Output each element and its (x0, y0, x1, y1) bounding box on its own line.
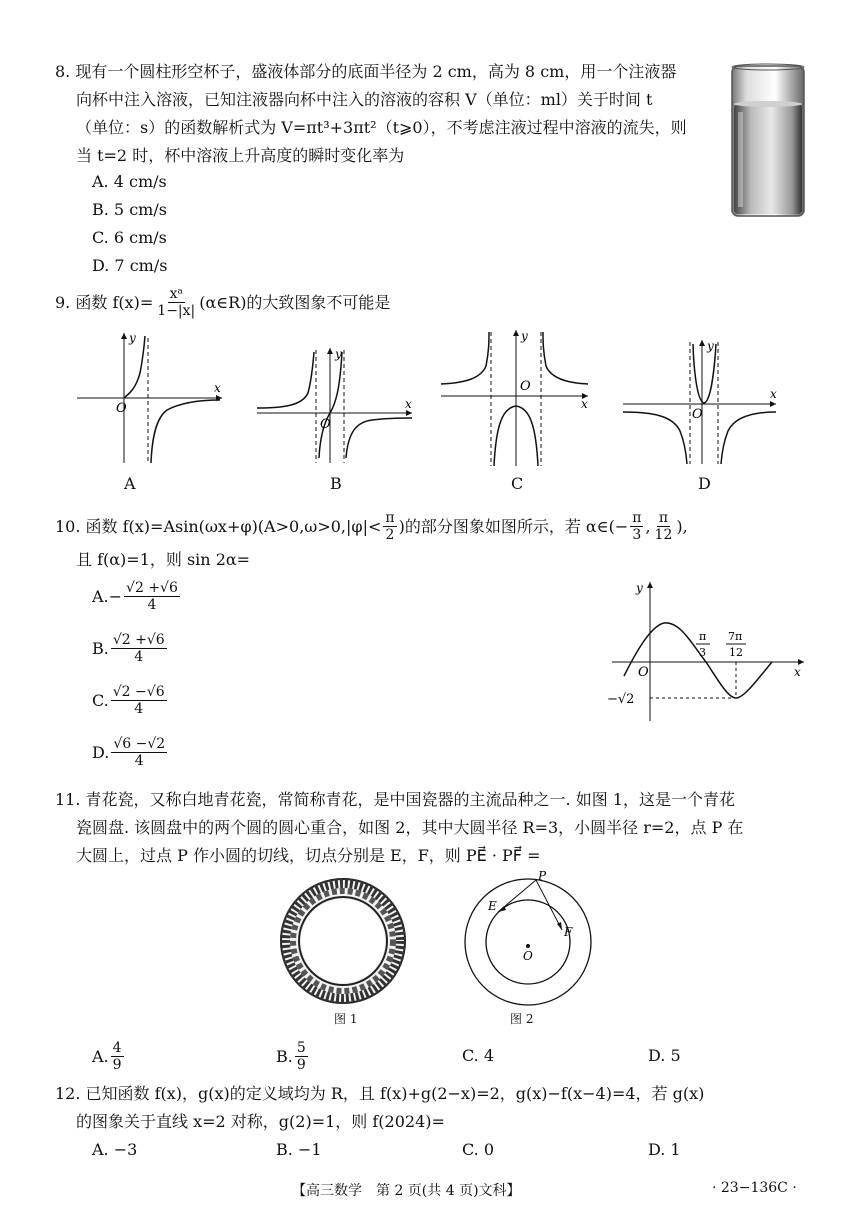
q10-option-b[interactable] (92, 632, 169, 665)
q10-c-opt-num: √2 −√6 (112, 684, 165, 700)
q10-line-2: 且 f(α)=1，则 sin 2α= (76, 550, 251, 569)
q9-label-a: A (124, 474, 136, 493)
page-code: · 23−136C · (712, 1180, 797, 1196)
q9-frac-den: 1−|x| (157, 303, 196, 319)
q10-line1-prefix: 10. 函数 f(x)=Asin(ωx+φ)(A>0,ω>0,|φ|< (55, 516, 382, 536)
q11-a-letter: A. (92, 1047, 109, 1066)
q11-d-letter: D. (648, 1046, 666, 1065)
q11-c-letter: C. (462, 1046, 479, 1065)
q11-option-c[interactable] (462, 1046, 494, 1065)
q9-a-origin: O (116, 401, 127, 416)
q10-a-opt-den: 4 (147, 597, 157, 613)
q12-line-2: 的图象关于直线 x=2 对称，g(2)=1，则 f(2024)= (76, 1112, 445, 1131)
q10-d-opt-num: √6 −√2 (113, 736, 166, 752)
q9-c-y: y (521, 329, 528, 343)
q11-line-3: 大圆上，过点 P 作小圆的切线，切点分别是 E，F，则 PE⃗ · PF⃗ = (76, 846, 541, 865)
fig2-caption: 图 2 (510, 1012, 534, 1026)
q10-tick1-num: π (699, 630, 707, 643)
q8-option-d[interactable]: D. 7 cm/s (92, 256, 168, 275)
q10-b-den: 12 (654, 527, 673, 543)
q9-prefix: 9. 函数 f(x)= (55, 292, 154, 312)
q9-label-b: B (330, 474, 342, 493)
q10-option-d[interactable] (92, 736, 169, 769)
q10-option-c[interactable] (92, 684, 169, 717)
q9-b-x: x (405, 397, 412, 411)
q11-c-text: 4 (483, 1046, 495, 1065)
q8-line-1: 8. 现有一个圆柱形空杯子，盛液体部分的底面半径为 2 cm，高为 8 cm，用一个注液器 (55, 62, 677, 81)
q11-b-num: 5 (296, 1040, 306, 1056)
q10-a-den: 3 (632, 527, 642, 543)
q8-option-b[interactable]: B. 5 cm/s (92, 200, 167, 219)
q10-a-num: π (632, 510, 642, 526)
q11-b-den: 9 (296, 1057, 306, 1073)
q12-option-d[interactable]: D. 1 (648, 1140, 681, 1159)
q10-graph-y: y (636, 581, 643, 595)
q9-d-y: y (707, 339, 714, 353)
q10-graph-x: x (794, 665, 801, 679)
q11-circles-diagram (460, 870, 600, 1010)
q8-option-c[interactable]: C. 6 cm/s (92, 228, 167, 247)
q10-a-sign: − (108, 587, 123, 606)
q11-line-1: 11. 青花瓷，又称白地青花瓷，常简称青花，是中国瓷器的主流品种之一. 如图 1，这是一个青花 (55, 790, 735, 809)
q12-option-a[interactable]: A. −3 (92, 1140, 138, 1159)
q10-pi2-den: 2 (385, 527, 395, 543)
q11-d-text: 5 (670, 1046, 681, 1065)
glass-cup-image (728, 62, 808, 222)
q9-graph-b (252, 338, 422, 468)
fig1-caption: 图 1 (334, 1012, 358, 1026)
q10-sine-graph (602, 576, 812, 726)
porcelain-plate-image (278, 876, 408, 1006)
q10-option-a[interactable] (92, 580, 182, 613)
q9-d-origin: O (692, 407, 703, 422)
q11-option-a[interactable] (92, 1040, 126, 1073)
q9-a-y: y (129, 331, 136, 345)
q9-graph-a (72, 328, 232, 468)
q10-tick2-den: 12 (729, 646, 743, 659)
q10-b-num: π (658, 510, 669, 526)
q10-comma: , (645, 516, 651, 536)
q8-option-a[interactable]: A. 4 cm/s (92, 172, 167, 191)
q9-b-y: y (335, 347, 342, 361)
fig2-label-f: F (564, 925, 573, 939)
q8-line-3: （单位：s）的函数解析式为 V=πt³+3πt²（t⩾0），不考虑注液过程中溶液的流失，则 (76, 118, 687, 137)
q10-c-opt-den: 4 (134, 701, 144, 717)
q10-c-letter: C. (92, 691, 109, 710)
fig2-label-e: E (488, 899, 497, 913)
q11-option-d[interactable] (648, 1046, 681, 1065)
q10-graph-origin: O (638, 665, 649, 680)
q10-b-opt-den: 4 (134, 649, 144, 665)
q9-b-origin: O (320, 417, 331, 432)
q9-label-d: D (698, 474, 711, 493)
q9-graph-d (618, 336, 782, 468)
q10-pi2-num: π (385, 510, 395, 526)
q10-tick2-num: 7π (728, 630, 743, 643)
fig2-label-p: P (538, 870, 547, 883)
q11-b-letter: B. (276, 1047, 293, 1066)
q10-b-letter: B. (92, 639, 109, 658)
q11-a-num: 4 (112, 1040, 122, 1056)
q9-frac-num: xᵃ (169, 286, 183, 302)
q8-line-2: 向杯中注入溶液，已知注液器向杯中注入的溶液的容积 V（单位：ml）关于时间 t (76, 90, 653, 109)
q10-a-letter: A. (92, 587, 109, 606)
q10-d-opt-den: 4 (134, 753, 144, 769)
q9-label-c: C (511, 474, 524, 493)
q12-option-b[interactable]: B. −1 (276, 1140, 322, 1159)
q9-graph-c (436, 326, 596, 468)
q9-c-x: x (581, 397, 588, 411)
q9-c-origin: O (520, 379, 531, 394)
q9-fraction (155, 286, 197, 319)
q11-a-den: 9 (112, 1057, 122, 1073)
q10-b-opt-num: √2 +√6 (112, 632, 165, 648)
q11-line-2: 瓷圆盘. 该圆盘中的两个圆的圆心重合，如图 2，其中大圆半径 R=3，小圆半径 r=2，点 P 在 (76, 818, 744, 837)
q8-line-4: 当 t=2 时，杯中溶液上升高度的瞬时变化率为 (76, 146, 405, 165)
q10-ymin-label: −√2 (607, 692, 635, 707)
page-footer: 【高三数学 第 2 页(共 4 页)文科】 (292, 1183, 521, 1199)
q10-tick1-den: 3 (699, 646, 706, 659)
q11-option-b[interactable] (276, 1040, 310, 1073)
q10-a-opt-num: √2 +√6 (126, 580, 178, 596)
q12-option-c[interactable]: C. 0 (462, 1140, 495, 1159)
q9-d-x: x (770, 387, 777, 401)
fig2-label-o: O (523, 949, 533, 963)
q10-line1-end: ), (676, 516, 688, 536)
q12-line-1: 12. 已知函数 f(x)，g(x)的定义域均为 R，且 f(x)+g(2−x)=2，g(x)−f(x−4)=4，若 g(x) (55, 1084, 705, 1103)
q10-line1-mid: )的部分图象如图所示，若 α∈(− (398, 516, 629, 536)
q10-d-letter: D. (92, 743, 110, 762)
q9-a-x: x (214, 381, 221, 395)
q9-suffix: (α∈R)的大致图象不可能是 (199, 292, 391, 312)
